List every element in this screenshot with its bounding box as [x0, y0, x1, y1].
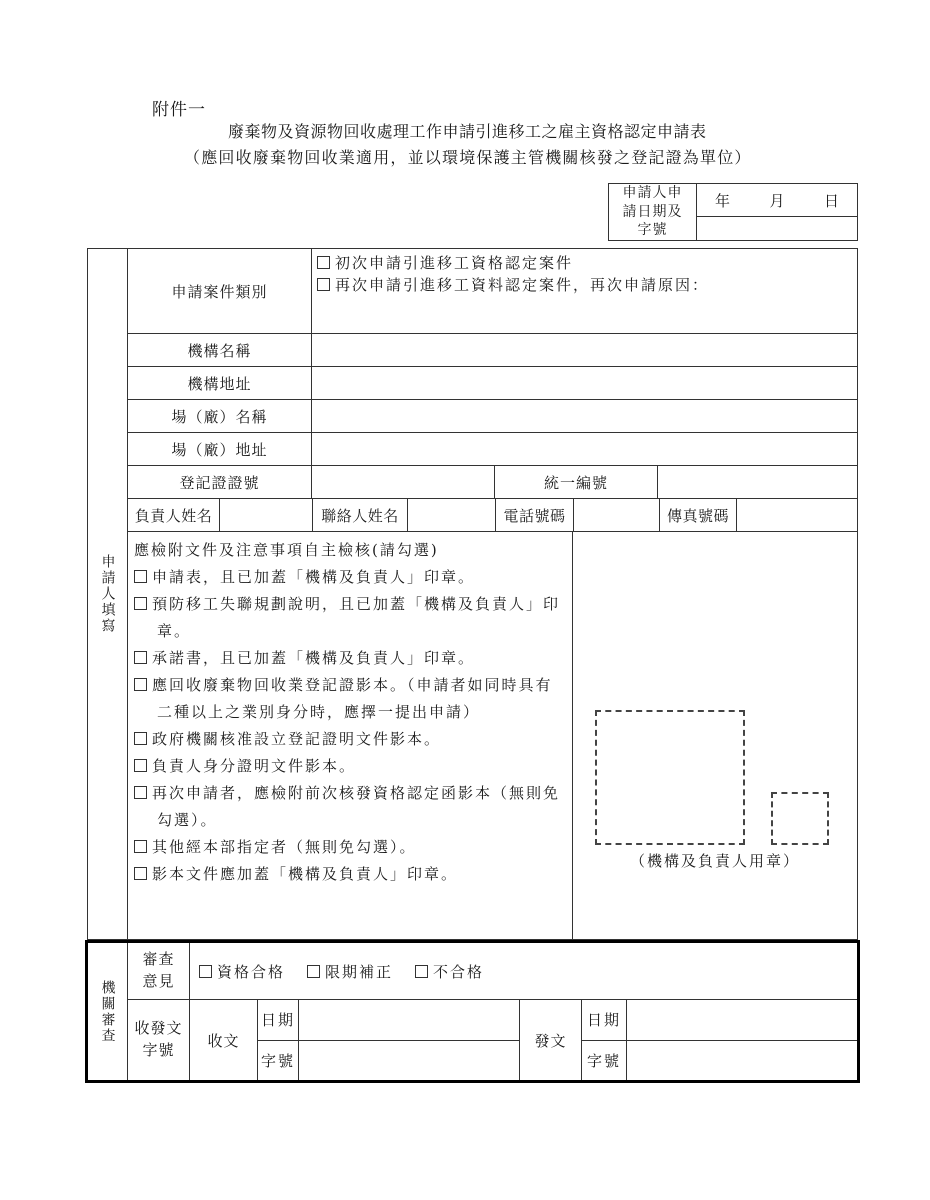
- receive-date-line: [258, 1000, 519, 1041]
- review-opinion-label-text: 審查意見: [142, 950, 175, 990]
- site-name-field[interactable]: [312, 400, 857, 432]
- receive-sub-table: [258, 1000, 520, 1080]
- checkbox-icon[interactable]: [134, 597, 147, 610]
- institution-name-row: [128, 334, 857, 367]
- contact-row: [128, 499, 857, 532]
- stamp-area: [573, 532, 857, 939]
- send-number-line: [582, 1041, 857, 1081]
- receive-number-label: 字號: [258, 1041, 299, 1081]
- case-type-label: 申請案件類別: [128, 249, 312, 333]
- review-section: [85, 940, 860, 1083]
- applicant-side-strip: [88, 249, 128, 939]
- case-option-repeat[interactable]: [317, 274, 852, 296]
- checkbox-icon[interactable]: [134, 732, 147, 745]
- send-number-field[interactable]: [627, 1041, 857, 1081]
- checkbox-icon[interactable]: [134, 759, 147, 772]
- checklist-item[interactable]: [134, 834, 566, 861]
- checkbox-icon[interactable]: [317, 278, 330, 291]
- checklist-item-label: 負責人身分證明文件影本。: [152, 757, 357, 775]
- receive-date-label: 日期: [258, 1000, 299, 1040]
- checklist-item-label: 其他經本部指定者（無則免勾選）。: [152, 838, 417, 856]
- contact-person-field[interactable]: [408, 499, 496, 531]
- stamp-caption: （機構及負責人用章）: [629, 852, 800, 870]
- institution-name-field[interactable]: [312, 334, 857, 366]
- checklist-item-label: 申請表，且已加蓋「機構及負責人」印章。: [152, 568, 476, 586]
- date-box-label-text: 申請人申請日期及字號: [622, 185, 683, 239]
- day-label: 日: [823, 191, 839, 210]
- checklist-item[interactable]: [134, 672, 566, 726]
- case-option-initial[interactable]: [317, 252, 852, 274]
- receive-number-field[interactable]: [299, 1041, 519, 1081]
- review-opinion-row: [128, 943, 857, 1000]
- review-opinion-options: [190, 943, 857, 999]
- review-content: [128, 943, 857, 1080]
- checklist-item-label: 應回收廢棄物回收業登記證影本。（申請者如同時具有二種以上之業別身分時，應擇一提出申請）: [152, 676, 553, 721]
- checklist-row: [128, 532, 857, 939]
- doc-numbers-label-text: 收發文字號: [134, 1019, 183, 1059]
- fax-number-label: 傳真號碼: [660, 499, 737, 531]
- checklist-header: 應檢附文件及注意事項自主檢核(請勾選): [134, 541, 439, 559]
- checkbox-icon[interactable]: [307, 965, 320, 978]
- checklist-item-label: 再次申請者，應檢附前次核發資格認定函影本（無則免勾選）。: [152, 784, 561, 829]
- checklist-item[interactable]: [134, 753, 566, 780]
- institution-address-field[interactable]: [312, 367, 857, 399]
- checkbox-icon[interactable]: [134, 786, 147, 799]
- site-address-field[interactable]: [312, 433, 857, 465]
- opinion-correction[interactable]: [307, 961, 393, 982]
- application-date-box: [608, 183, 858, 241]
- case-type-row: [128, 249, 857, 334]
- receive-date-field[interactable]: [299, 1000, 519, 1040]
- doc-numbers-row: [128, 1000, 857, 1080]
- checklist-item[interactable]: [134, 726, 566, 753]
- doc-numbers-label: [128, 1000, 190, 1080]
- receive-label: 收文: [190, 1000, 258, 1080]
- send-date-line: [582, 1000, 857, 1041]
- case-option-label: 再次申請引進移工資料認定案件，再次申請原因：: [335, 276, 710, 294]
- registration-cert-label: 登記證證號: [128, 466, 312, 498]
- fax-number-field[interactable]: [737, 499, 857, 531]
- opinion-qualified[interactable]: [199, 961, 285, 982]
- case-type-options: [312, 249, 857, 333]
- month-label: 月: [769, 191, 785, 210]
- main-form-table: [87, 248, 858, 1083]
- checklist-item-label: 政府機關核准設立登記證明文件影本。: [152, 730, 442, 748]
- receive-number-line: [258, 1041, 519, 1081]
- uniform-number-field[interactable]: [658, 466, 857, 498]
- checkbox-icon[interactable]: [317, 256, 330, 269]
- checklist-item[interactable]: [134, 564, 566, 591]
- attachment-label: 附件一: [152, 100, 206, 120]
- review-side-strip: [88, 943, 128, 1080]
- site-address-label: 場（廠）地址: [128, 433, 312, 465]
- checkbox-icon[interactable]: [134, 678, 147, 691]
- document-checklist: [128, 532, 573, 939]
- institution-address-label: 機構地址: [128, 367, 312, 399]
- institution-name-label: 機構名稱: [128, 334, 312, 366]
- applicant-section: [87, 248, 858, 940]
- date-box-right: [697, 184, 857, 240]
- checklist-item-label: 預防移工失聯規劃說明，且已加蓋「機構及負責人」印章。: [152, 595, 561, 640]
- institution-stamp-box: [595, 710, 745, 845]
- application-number-field[interactable]: [697, 217, 857, 240]
- checklist-item[interactable]: [134, 861, 566, 888]
- checkbox-icon[interactable]: [134, 840, 147, 853]
- checkbox-icon[interactable]: [134, 651, 147, 664]
- send-date-label: 日期: [582, 1000, 627, 1040]
- send-label: 發文: [520, 1000, 582, 1080]
- checklist-item[interactable]: [134, 591, 566, 645]
- send-sub-table: [582, 1000, 857, 1080]
- review-opinion-label: [128, 943, 190, 999]
- checklist-item[interactable]: [134, 645, 566, 672]
- opinion-option-label: 限期補正: [325, 962, 394, 981]
- responsible-person-stamp-box: [771, 792, 829, 845]
- uniform-number-label: 統一編號: [495, 466, 658, 498]
- send-number-label: 字號: [582, 1041, 627, 1081]
- year-label: 年: [715, 191, 731, 210]
- date-box-label: [609, 184, 697, 240]
- checklist-item-label: 承諾書，且已加蓋「機構及負責人」印章。: [152, 649, 476, 667]
- checklist-item-label: 影本文件應加蓋「機構及負責人」印章。: [152, 865, 459, 883]
- responsible-person-field[interactable]: [220, 499, 313, 531]
- responsible-person-label: 負責人姓名: [128, 499, 220, 531]
- form-title: 廢棄物及資源物回收處理工作申請引進移工之雇主資格認定申請表: [228, 122, 707, 141]
- form-subtitle: （應回收廢棄物回收業適用，並以環境保護主管機關核發之登記證為單位）: [184, 148, 752, 167]
- phone-number-label: 電話號碼: [496, 499, 574, 531]
- checkbox-icon[interactable]: [415, 965, 428, 978]
- site-name-label: 場（廠）名稱: [128, 400, 312, 432]
- contact-person-label: 聯絡人姓名: [313, 499, 408, 531]
- checkbox-icon[interactable]: [134, 570, 147, 583]
- applicant-side-label: 申請人填寫: [99, 554, 116, 634]
- review-side-label: 機關審查: [99, 979, 116, 1044]
- send-date-field[interactable]: [627, 1000, 857, 1040]
- phone-number-field[interactable]: [574, 499, 660, 531]
- checkbox-icon[interactable]: [199, 965, 212, 978]
- date-field[interactable]: [697, 184, 857, 217]
- registration-cert-field[interactable]: [312, 466, 495, 498]
- applicant-content: [128, 249, 857, 939]
- site-name-row: [128, 400, 857, 433]
- site-address-row: [128, 433, 857, 466]
- case-option-label: 初次申請引進移工資格認定案件: [335, 254, 574, 272]
- checklist-item[interactable]: [134, 780, 566, 834]
- opinion-unqualified[interactable]: [415, 961, 484, 982]
- checkbox-icon[interactable]: [134, 867, 147, 880]
- opinion-option-label: 不合格: [433, 962, 485, 981]
- opinion-option-label: 資格合格: [217, 962, 286, 981]
- registration-row: [128, 466, 857, 499]
- institution-address-row: [128, 367, 857, 400]
